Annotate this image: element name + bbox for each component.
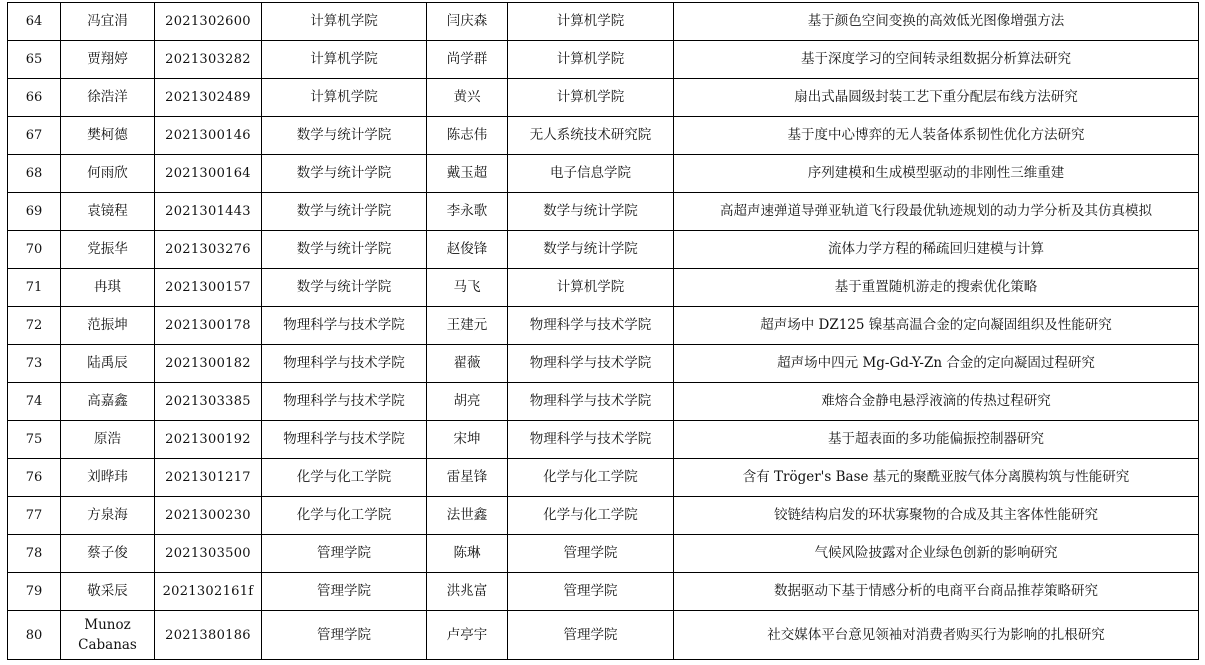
table-row [8, 155, 1199, 193]
student-college: 计算机学院 [262, 79, 427, 117]
student-id: 2021303500 [155, 535, 262, 573]
table-row [8, 41, 1199, 79]
row-number: 79 [8, 573, 61, 611]
student-college: 数学与统计学院 [262, 155, 427, 193]
student-id: 2021303276 [155, 231, 262, 269]
row-number: 78 [8, 535, 61, 573]
table-row [8, 497, 1199, 535]
project-title: 铰链结构启发的环状寡聚物的合成及其主客体性能研究 [674, 497, 1199, 535]
project-title: 社交媒体平台意见领袖对消费者购买行为影响的扎根研究 [674, 611, 1199, 660]
advisor-college: 计算机学院 [508, 41, 674, 79]
project-title: 基于度中心博弈的无人装备体系韧性优化方法研究 [674, 117, 1199, 155]
project-title: 高超声速弹道导弹亚轨道飞行段最优轨迹规划的动力学分析及其仿真模拟 [674, 193, 1199, 231]
student-name: 袁镜程 [61, 193, 155, 231]
project-title: 难熔合金静电悬浮液滴的传热过程研究 [674, 383, 1199, 421]
advisor-name: 洪兆富 [427, 573, 508, 611]
project-title: 基于颜色空间变换的高效低光图像增强方法 [674, 3, 1199, 41]
project-title: 含有 Tröger's Base 基元的聚酰亚胺气体分离膜构筑与性能研究 [674, 459, 1199, 497]
row-number: 75 [8, 421, 61, 459]
student-name: 党振华 [61, 231, 155, 269]
project-title: 流体力学方程的稀疏回归建模与计算 [674, 231, 1199, 269]
advisor-college: 数学与统计学院 [508, 231, 674, 269]
project-title: 超声场中 DZ125 镍基高温合金的定向凝固组织及性能研究 [674, 307, 1199, 345]
advisor-name: 戴玉超 [427, 155, 508, 193]
advisor-name: 马飞 [427, 269, 508, 307]
student-college: 化学与化工学院 [262, 459, 427, 497]
student-name: 何雨欣 [61, 155, 155, 193]
student-name: 方泉海 [61, 497, 155, 535]
student-id: 2021302489 [155, 79, 262, 117]
advisor-college: 管理学院 [508, 573, 674, 611]
table-row [8, 345, 1199, 383]
student-college: 管理学院 [262, 535, 427, 573]
table-row [8, 459, 1199, 497]
advisor-college: 化学与化工学院 [508, 459, 674, 497]
student-id: 2021300157 [155, 269, 262, 307]
table-row [8, 535, 1199, 573]
student-college: 计算机学院 [262, 41, 427, 79]
project-title: 气候风险披露对企业绿色创新的影响研究 [674, 535, 1199, 573]
student-id: 2021300178 [155, 307, 262, 345]
row-number: 74 [8, 383, 61, 421]
student-name: 范振坤 [61, 307, 155, 345]
advisor-college: 物理科学与技术学院 [508, 421, 674, 459]
row-number: 71 [8, 269, 61, 307]
student-college: 物理科学与技术学院 [262, 421, 427, 459]
student-name: 樊柯德 [61, 117, 155, 155]
project-title: 基于重置随机游走的搜索优化策略 [674, 269, 1199, 307]
student-college: 数学与统计学院 [262, 269, 427, 307]
student-name: 贾翔婷 [61, 41, 155, 79]
student-college: 管理学院 [262, 573, 427, 611]
advisor-name: 尚学群 [427, 41, 508, 79]
row-number: 64 [8, 3, 61, 41]
student-name: 蔡子俊 [61, 535, 155, 573]
project-title: 扇出式晶圆级封装工艺下重分配层布线方法研究 [674, 79, 1199, 117]
student-id: 2021303282 [155, 41, 262, 79]
advisor-name: 李永歌 [427, 193, 508, 231]
advisor-college: 计算机学院 [508, 269, 674, 307]
project-title: 序列建模和生成模型驱动的非刚性三维重建 [674, 155, 1199, 193]
student-name: 原浩 [61, 421, 155, 459]
row-number: 72 [8, 307, 61, 345]
student-id: 2021301217 [155, 459, 262, 497]
advisor-college: 物理科学与技术学院 [508, 345, 674, 383]
row-number: 67 [8, 117, 61, 155]
student-id: 2021302161f [155, 573, 262, 611]
row-number: 68 [8, 155, 61, 193]
table-body [8, 3, 1199, 660]
advisor-name: 陈志伟 [427, 117, 508, 155]
table-row [8, 573, 1199, 611]
row-number: 66 [8, 79, 61, 117]
advisor-name: 闫庆森 [427, 3, 508, 41]
row-number: 65 [8, 41, 61, 79]
table-row [8, 307, 1199, 345]
student-name: 高嘉鑫 [61, 383, 155, 421]
advisor-name: 翟薇 [427, 345, 508, 383]
advisor-college: 物理科学与技术学院 [508, 383, 674, 421]
student-college: 计算机学院 [262, 3, 427, 41]
student-name: 陆禹辰 [61, 345, 155, 383]
table-row [8, 117, 1199, 155]
table-row [8, 383, 1199, 421]
advisor-college: 数学与统计学院 [508, 193, 674, 231]
student-id: 2021302600 [155, 3, 262, 41]
student-college: 物理科学与技术学院 [262, 345, 427, 383]
advisor-college: 管理学院 [508, 611, 674, 660]
project-title: 基于超表面的多功能偏振控制器研究 [674, 421, 1199, 459]
student-college: 物理科学与技术学院 [262, 307, 427, 345]
advisor-college: 物理科学与技术学院 [508, 307, 674, 345]
advisor-name: 雷星锋 [427, 459, 508, 497]
advisor-name: 赵俊锋 [427, 231, 508, 269]
student-id: 2021300182 [155, 345, 262, 383]
student-college: 数学与统计学院 [262, 231, 427, 269]
table-row [8, 79, 1199, 117]
table-row [8, 193, 1199, 231]
student-id: 2021380186 [155, 611, 262, 660]
table-row [8, 611, 1199, 660]
project-title: 超声场中四元 Mg-Gd-Y-Zn 合金的定向凝固过程研究 [674, 345, 1199, 383]
advisor-name: 陈琳 [427, 535, 508, 573]
student-college: 物理科学与技术学院 [262, 383, 427, 421]
table-row [8, 269, 1199, 307]
advisor-name: 黄兴 [427, 79, 508, 117]
student-id: 2021303385 [155, 383, 262, 421]
student-name: Munoz Cabanas [61, 611, 155, 660]
advisor-college: 计算机学院 [508, 79, 674, 117]
advisor-name: 胡亮 [427, 383, 508, 421]
row-number: 69 [8, 193, 61, 231]
row-number: 80 [8, 611, 61, 660]
student-college: 管理学院 [262, 611, 427, 660]
student-college: 数学与统计学院 [262, 117, 427, 155]
row-number: 73 [8, 345, 61, 383]
advisor-college: 电子信息学院 [508, 155, 674, 193]
table-row [8, 231, 1199, 269]
student-id: 2021300192 [155, 421, 262, 459]
advisor-name: 宋坤 [427, 421, 508, 459]
student-college: 化学与化工学院 [262, 497, 427, 535]
advisor-college: 无人系统技术研究院 [508, 117, 674, 155]
row-number: 77 [8, 497, 61, 535]
row-number: 76 [8, 459, 61, 497]
project-table [7, 2, 1199, 660]
student-id: 2021300146 [155, 117, 262, 155]
advisor-name: 王建元 [427, 307, 508, 345]
table-row [8, 421, 1199, 459]
advisor-college: 化学与化工学院 [508, 497, 674, 535]
student-name: 冯宜涓 [61, 3, 155, 41]
student-name: 刘晔玮 [61, 459, 155, 497]
advisor-college: 计算机学院 [508, 3, 674, 41]
advisor-college: 管理学院 [508, 535, 674, 573]
student-name: 敬采辰 [61, 573, 155, 611]
student-id: 2021300164 [155, 155, 262, 193]
advisor-name: 法世鑫 [427, 497, 508, 535]
student-id: 2021300230 [155, 497, 262, 535]
student-name: 徐浩洋 [61, 79, 155, 117]
project-title: 数据驱动下基于情感分析的电商平台商品推荐策略研究 [674, 573, 1199, 611]
table-row [8, 3, 1199, 41]
student-name: 冉琪 [61, 269, 155, 307]
student-college: 数学与统计学院 [262, 193, 427, 231]
student-id: 2021301443 [155, 193, 262, 231]
row-number: 70 [8, 231, 61, 269]
project-title: 基于深度学习的空间转录组数据分析算法研究 [674, 41, 1199, 79]
advisor-name: 卢亭宇 [427, 611, 508, 660]
